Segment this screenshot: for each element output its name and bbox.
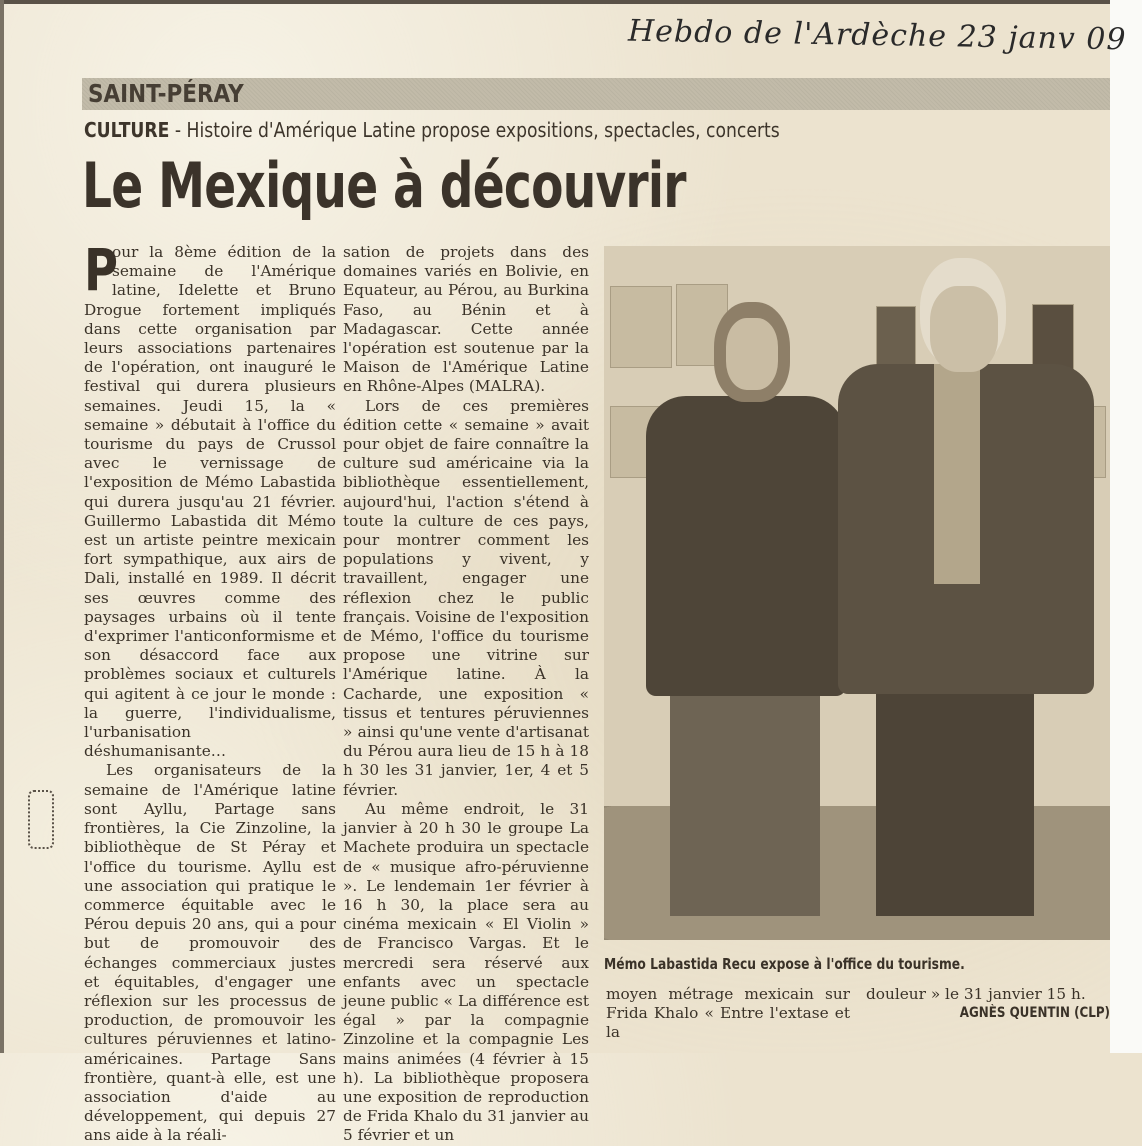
- kicker-label: CULTURE: [84, 118, 170, 142]
- article-kicker: [84, 118, 780, 142]
- person-1-legs: [670, 686, 820, 916]
- person-2-legs: [876, 686, 1034, 916]
- person-1-body: [646, 396, 846, 696]
- article-column-1: [84, 236, 336, 1146]
- person-2-face: [930, 286, 998, 372]
- person-1-face: [726, 318, 778, 390]
- paragraph: sation de projets dans des domaines variés en Bolivie, en Equateur, au Pérou, au Burkina Faso, au Bénin et à Madagascar. Cette année l'opération est soutenue par la Maison de l'Amérique Latine en Rhône-Alpes (MALRA).: [343, 243, 589, 396]
- section-rubric: [82, 78, 1110, 110]
- paragraph: our la 8ème édition de la semaine de l'Amérique latine, Idelette et Bruno Drogue fortement impliqués dans cette organisation par leurs associations partenaires de l'opération, ont inauguré le festival qui durera plusieurs semaines. Jeudi 15, la « semaine » débutait à l'office du tourisme du pays de Crussol avec le vernissage de l'exposition de Mémo Labastida qui durera jusqu'au 21 février. Guillermo Labastida dit Mémo est un artiste peintre mexicain fort sympathique, aux airs de Dali, installé en 1989. Il décrit ses œuvres comme des paysages urbains où il tente d'exprimer l'anticonformisme et son désaccord face aux problèmes sociaux et culturels qui agitent à ce jour le monde : la guerre, l'individualisme, l'urbanisation déshumanisante…: [84, 243, 336, 761]
- paragraph: Les organisateurs de la semaine de l'Amérique latine sont Ayllu, Partage sans frontières, la Cie Zinzoline, la bibliothèque de St Péray et l'office du tourisme. Ayllu est une association qui pratique le commerce équitable avec le Pérou depuis 20 ans, qui a pour but de promouvoir des échanges commerciaux justes et équitables, d'engager une réflexion sur les processus de production, de promouvoir les cultures péruviennes et latino-américaines. Partage Sans frontière, quant-à elle, est une association d'aide au développement, qui depuis 27 ans aide à la réali-: [84, 761, 336, 1145]
- article-column-4: [866, 985, 1110, 1023]
- paragraph: douleur » le 31 janvier 15 h.: [866, 985, 1086, 1003]
- article-headline: Le Mexique à découvrir: [82, 149, 686, 222]
- article-column-3: moyen métrage mexicain sur Frida Khalo « Entre l'extase et la: [606, 985, 850, 1042]
- photo-caption: Mémo Labastida Recu expose à l'office du tourisme.: [604, 955, 965, 973]
- article-column-2: [343, 243, 589, 1146]
- handwritten-note: Hebdo de l'Ardèche 23 janv 09: [627, 13, 1127, 58]
- poster-icon: [1032, 304, 1074, 370]
- poster-icon: [876, 306, 916, 370]
- drop-cap: P: [84, 236, 119, 304]
- scan-edge-left: [0, 0, 4, 1053]
- person-2-shirt: [934, 364, 980, 584]
- rubric-label: SAINT-PÉRAY: [88, 79, 244, 108]
- scan-edge-top: [0, 0, 1142, 4]
- scan-margin-right: [1110, 0, 1142, 1053]
- paragraph: Au même endroit, le 31 janvier à 20 h 30 le groupe La Machete produira un spectacle de « musique afro-péruvienne ». Le lendemain 1er février à 16 h 30, la place sera au cinéma mexicain « El Violin » de Francisco Vargas. Et le mercredi sera réservé aux enfants avec un spectacle jeune public « La différence est égal » par la compagnie Zinzoline et la compagnie Les mains animées (4 février à 15 h). La bibliothèque proposera une exposition de reproduction de Frida Khalo du 31 janvier au 5 février et un: [343, 799, 589, 1145]
- kicker-text: - Histoire d'Amérique Latine propose expositions, spectacles, concerts: [169, 118, 780, 142]
- punch-hole-marks-icon: [28, 790, 54, 849]
- poster-icon: [610, 286, 672, 368]
- paragraph: Lors de ces premières édition cette « semaine » avait pour objet de faire connaître la culture sud américaine via la bibliothèque essentiellement, aujourd'hui, l'action s'étend à toute la culture de ces pays, pour montrer comment les populations y vivent, y travaillent, engager une réflexion chez le public français. Voisine de l'exposition de Mémo, l'office du tourisme propose une vitrine sur l'Amérique latine. À la Cacharde, une exposition « tissus et tentures péruviennes » ainsi qu'une vente d'artisanat du Pérou aura lieu de 15 h à 18 h 30 les 31 janvier, 1er, 4 et 5 février.: [343, 396, 589, 799]
- byline: AGNÈS QUENTIN (CLP): [959, 1005, 1110, 1022]
- article-photo: [604, 246, 1110, 940]
